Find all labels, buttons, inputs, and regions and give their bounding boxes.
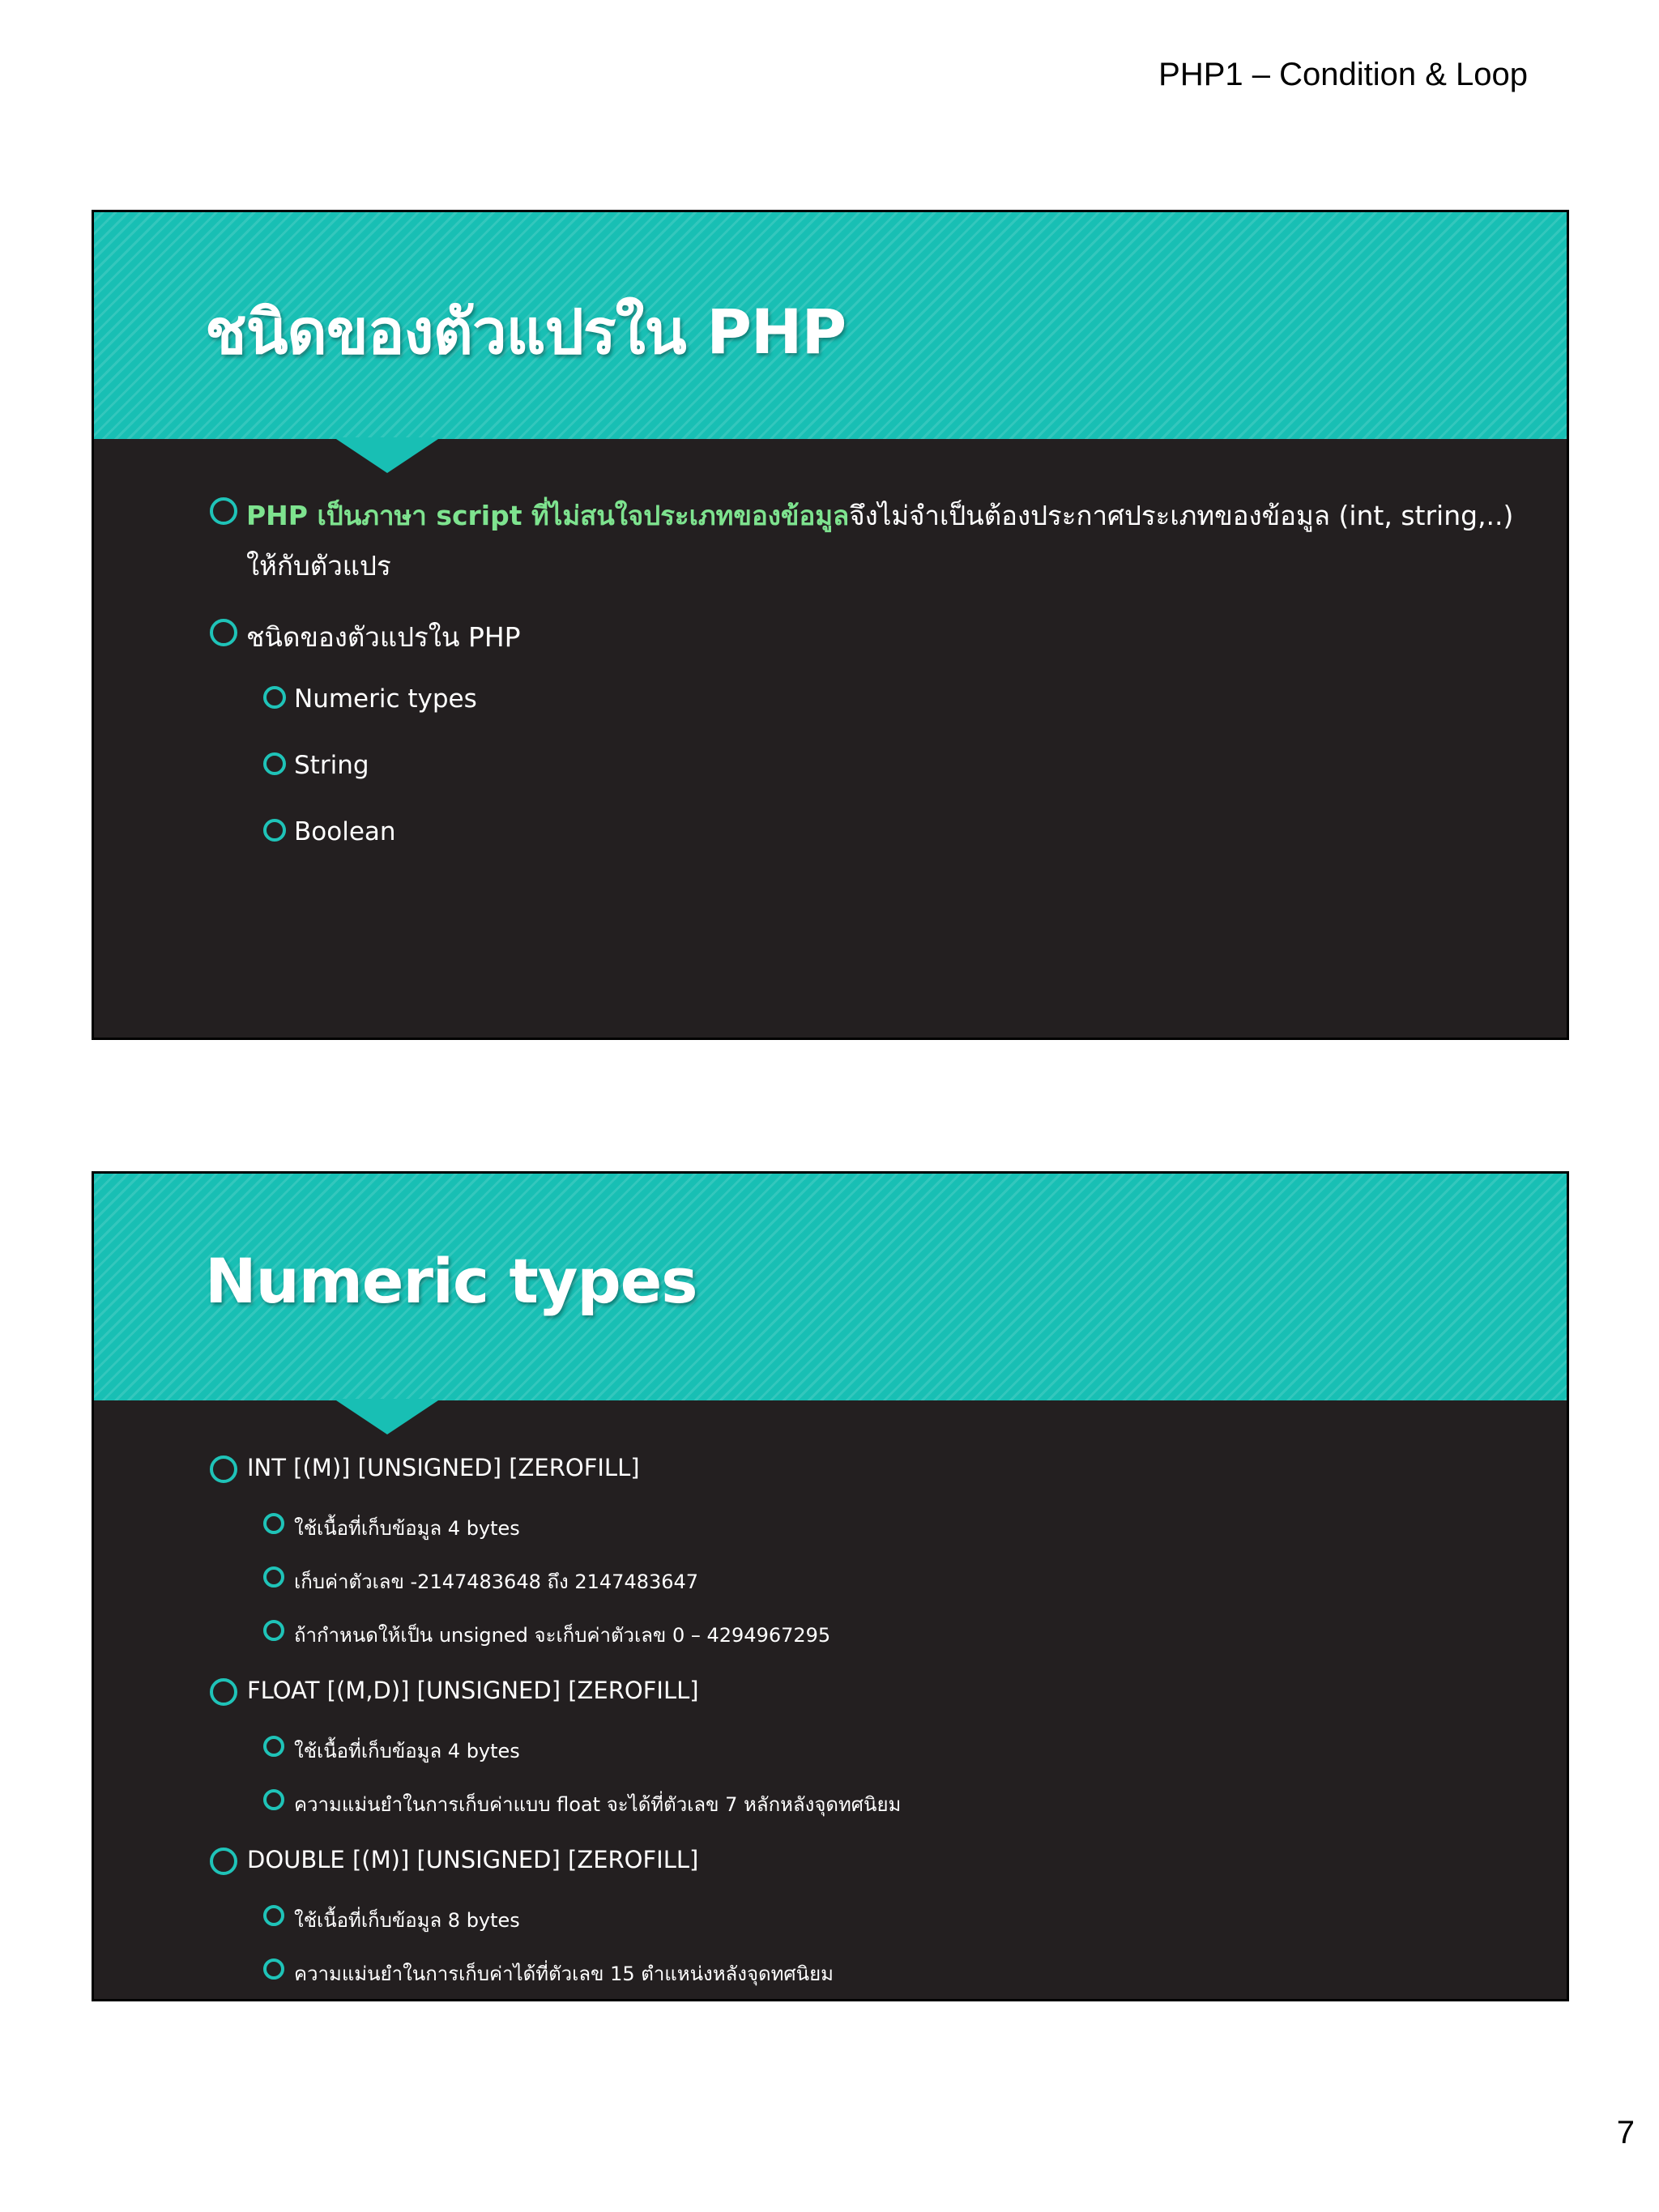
sub-bullet-text: ใช้เนื้อที่เก็บข้อมูล 8 bytes (294, 1909, 520, 1932)
sub-bullet-text: เก็บค่าตัวเลข -2147483648 ถึง 2147483647 (294, 1571, 699, 1593)
slide-title: Numeric types (205, 1245, 697, 1317)
sub-bullet-text: ความแม่นยำในการเก็บค่าแบบ float จะได้ที่ตัวเลข 7 หลักหลังจุดทศนิยม (294, 1793, 902, 1816)
circle-bullet-icon (210, 619, 237, 646)
circle-bullet-icon (263, 1566, 284, 1588)
slide-numeric-types (92, 1171, 1569, 2001)
circle-bullet-icon (210, 1455, 237, 1483)
banner-notch (334, 1399, 441, 1434)
circle-bullet-icon (210, 497, 237, 525)
slide-variable-types (92, 210, 1569, 1040)
circle-bullet-icon (263, 1736, 284, 1757)
slide-title: ชนิดของตัวแปรใน PHP (205, 296, 847, 368)
bullet-continuation-text: ให้กับตัวแปร (246, 550, 391, 582)
bullet-text: FLOAT [(M,D)] [UNSIGNED] [ZEROFILL] (247, 1677, 699, 1704)
bullet-text: DOUBLE [(M)] [UNSIGNED] [ZEROFILL] (247, 1846, 699, 1873)
circle-bullet-icon (263, 752, 286, 775)
bullet-text: จึงไม่จำเป็นต้องประกาศประเภทของข้อมูล (int, string,..) (849, 500, 1514, 531)
sub-bullet-text: Numeric types (294, 684, 477, 714)
circle-bullet-icon (263, 1789, 284, 1810)
circle-bullet-icon (210, 1678, 237, 1706)
highlight-text: PHP เป็นภาษา script ที่ไม่สนใจประเภทของข้อมูล (246, 500, 850, 531)
banner-notch (334, 437, 441, 473)
sub-bullet-text: ความแม่นยำในการเก็บค่าได้ที่ตัวเลข 15 ตำแหน่งหลังจุดทศนิยม (294, 1963, 834, 1985)
circle-bullet-icon (263, 819, 286, 842)
circle-bullet-icon (210, 1848, 237, 1875)
sub-bullet-text: ใช้เนื้อที่เก็บข้อมูล 4 bytes (294, 1517, 520, 1540)
sub-bullet-text: ใช้เนื้อที่เก็บข้อมูล 4 bytes (294, 1740, 520, 1762)
circle-bullet-icon (263, 1905, 284, 1926)
circle-bullet-icon (263, 1958, 284, 1980)
sub-bullet-text: Boolean (294, 817, 396, 846)
sub-bullet-text: String (294, 751, 369, 780)
circle-bullet-icon (263, 686, 286, 709)
document-header-title: PHP1 – Condition & Loop (1158, 57, 1528, 92)
page-number: 7 (1616, 2115, 1635, 2150)
bullet-text: ชนิดของตัวแปรใน PHP (246, 621, 521, 653)
circle-bullet-icon (263, 1513, 284, 1534)
bullet-text: INT [(M)] [UNSIGNED] [ZEROFILL] (247, 1454, 640, 1481)
sub-bullet-text: ถ้ากำหนดให้เป็น unsigned จะเก็บค่าตัวเลข 0 – 4294967295 (294, 1624, 831, 1647)
circle-bullet-icon (263, 1620, 284, 1641)
